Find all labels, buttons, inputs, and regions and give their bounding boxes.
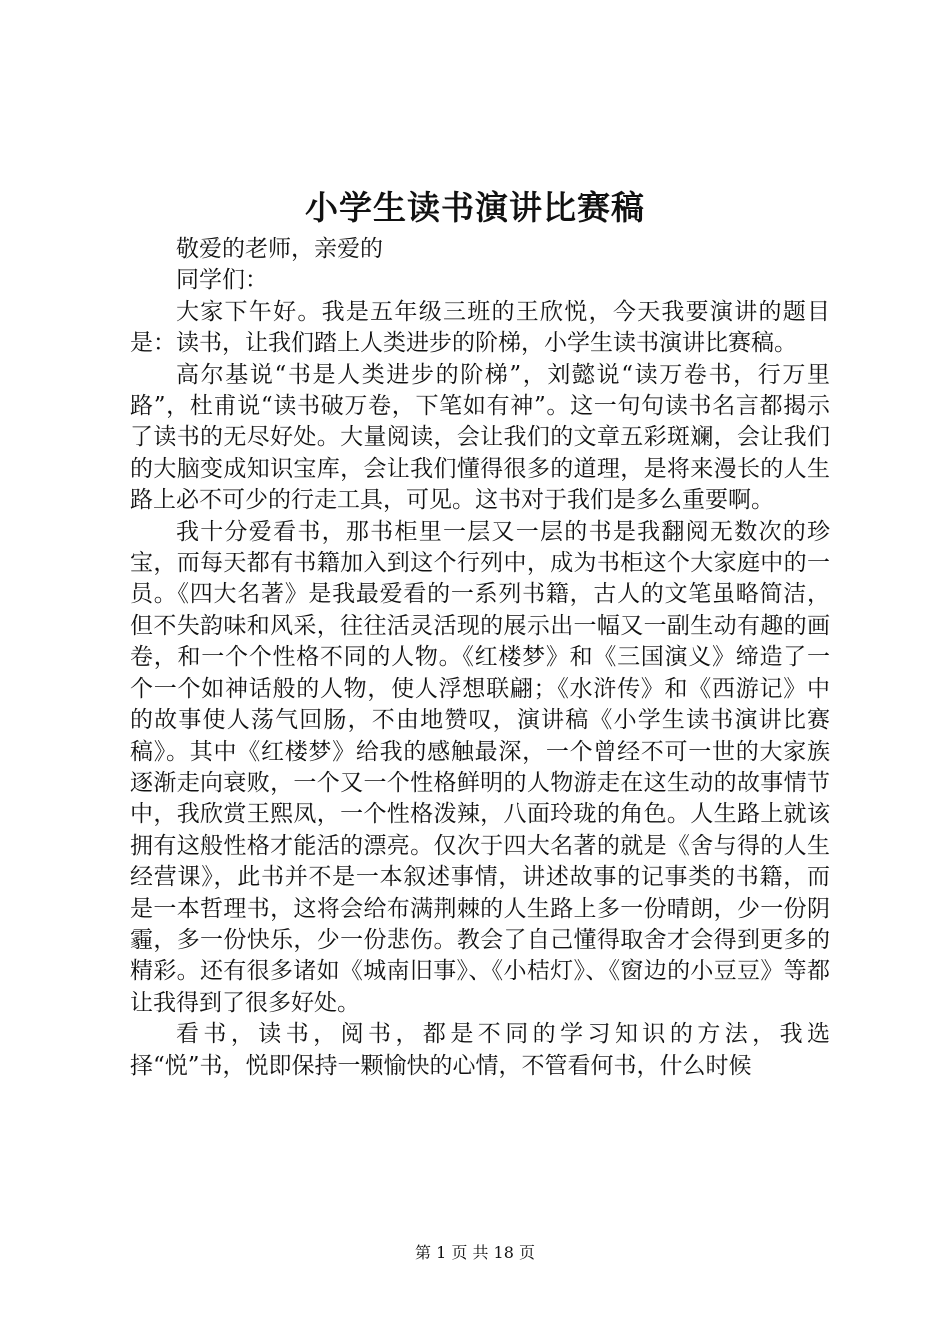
greeting-line: 同学们： <box>176 267 268 294</box>
greeting-line: 敬爱的老师，亲爱的 <box>176 236 383 262</box>
paragraph: 高尔基说“书是人类进步的阶梯”，刘懿说“读万卷书，行万里路”，杜甫说“读书破万卷，下笔如有神”。这一句句读书名言都揭示了读书的无尽好处。大量阅读，会让我们的文章五彩斑斓，会让我们的大脑变成知识宝库，会让我们懂得很多的道理，是将来漫长的人生路上必不可少的行走工具，可见。这书对于我们是多么重要啊。 <box>130 361 830 514</box>
document-body <box>130 234 830 1082</box>
paragraph: 我十分爱看书，那书柜里一层又一层的书是我翻阅无数次的珍宝，而每天都有书籍加入到这个行列中，成为书柜这个大家庭中的一员。《四大名著》是我最爱看的一系列书籍，古人的文笔虽略简洁，但不失韵味和风采，往往活灵活现的展示出一幅又一副生动有趣的画卷，和一个个性格不同的人物。《红楼梦》和《三国演义》缔造了一个一个如神话般的人物，使人浮想联翩；《水浒传》和《西游记》中的故事使人荡气回肠，不由地赞叹，演讲稿《小学生读书演讲比赛稿》。其中《红楼梦》给我的感触最深，一个曾经不可一世的大家族逐渐走向衰败，一个又一个性格鲜明的人物游走在这生动的故事情节中，我欣赏王熙凤，一个性格泼辣，八面玲珑的角色。人生路上就该拥有这般性格才能活的漂亮。仅次于四大名著的就是《舍与得的人生经营课》，此书并不是一本叙述事情，讲述故事的记事类的书籍，而是一本哲理书，这将会给布满荆棘的人生路上多一份晴朗，少一份阴霾，多一份快乐，少一份悲伤。教会了自己懂得取舍才会得到更多的精彩。还有很多诸如《城南旧事》、《小桔灯》、《窗边的小豆豆》等都让我得到了很多好处。 <box>130 518 830 1016</box>
document-title: 小学生读书演讲比赛稿 <box>305 188 645 227</box>
paragraph: 大家下午好。我是五年级三班的王欣悦，今天我要演讲的题目是：读书，让我们踏上人类进步的阶梯，小学生读书演讲比赛稿。 <box>130 298 830 357</box>
paragraph: 看书，读书，阅书，都是不同的学习知识的方法，我选择“悦”书，悦即保持一颗愉快的心情，不管看何书，什么时候 <box>130 1021 830 1079</box>
page-number-footer: 第 1 页 共 18 页 <box>415 1243 535 1262</box>
